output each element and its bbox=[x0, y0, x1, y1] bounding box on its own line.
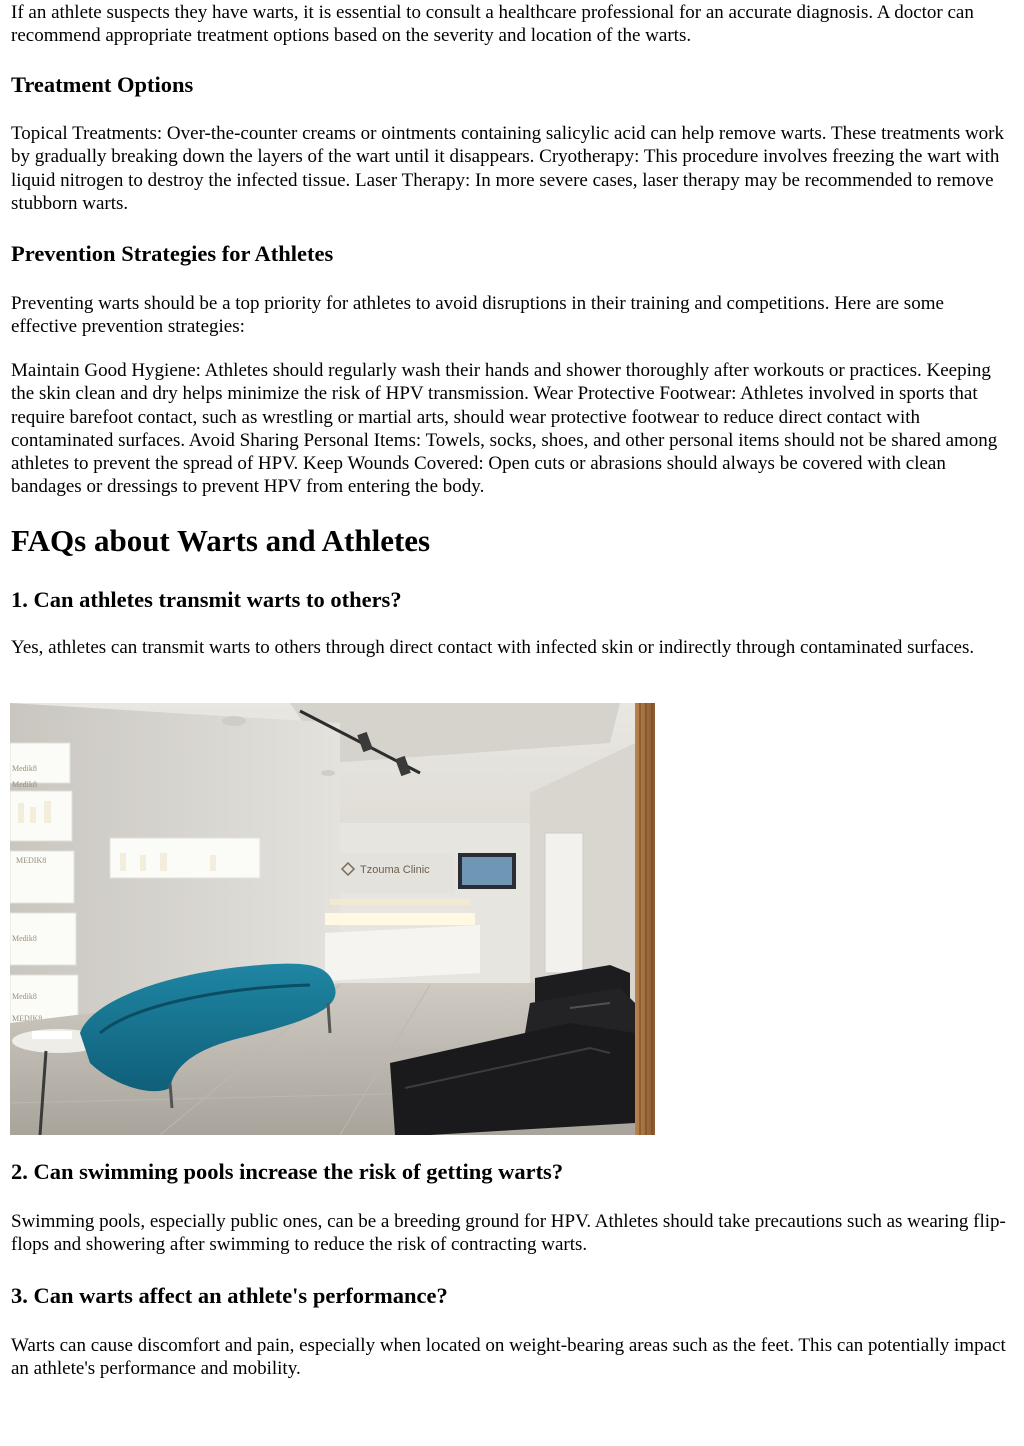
treatment-paragraph: Topical Treatments: Over-the-counter creams or ointments containing salicylic acid can help remove warts. These treatments work by gradually breaking down the layers of the wart until it disappears. Cryotherapy: This procedure involves freezing the wart with liquid nitrogen to destroy the infected tissue. Laser Therapy: In more severe cases, laser therapy may be recommended to remove stubborn warts. bbox=[11, 123, 1005, 214]
shelf-label-6: MEDIK8 bbox=[12, 1014, 43, 1023]
faq-question-3: 3. Can warts affect an athlete's performance? bbox=[11, 1283, 448, 1308]
shelf-label-2: Medik8 bbox=[12, 780, 37, 789]
faq-answer-1: Yes, athletes can transmit warts to others through direct contact with infected skin or indirectly through contaminated surfaces. bbox=[11, 637, 975, 658]
faq-answer-3: Warts can cause discomfort and pain, especially when located on weight-bearing areas such as the feet. This can potentially impact an athlete's performance and mobility. bbox=[11, 1335, 1006, 1380]
clinic-sign: Tzouma Clinic bbox=[360, 864, 430, 876]
shelf-label-1: Medik8 bbox=[12, 764, 37, 773]
faq-question-1: 1. Can athletes transmit warts to others? bbox=[11, 587, 402, 612]
faq-heading: FAQs about Warts and Athletes bbox=[11, 523, 431, 558]
shelf-label-4: Medik8 bbox=[12, 934, 37, 943]
clinic-waiting-room-photo bbox=[10, 703, 655, 1135]
faq-question-2: 2. Can swimming pools increase the risk of getting warts? bbox=[11, 1159, 564, 1184]
treatment-heading: Treatment Options bbox=[11, 72, 194, 97]
intro-paragraph: If an athlete suspects they have warts, it is essential to consult a healthcare professional for an accurate diagnosis. A doctor can recommend appropriate treatment options based on the severity and location of the warts. bbox=[11, 2, 974, 47]
prevention-heading: Prevention Strategies for Athletes bbox=[11, 241, 334, 266]
faq-answer-2: Swimming pools, especially public ones, can be a breeding ground for HPV. Athletes should take precautions such as wearing flip-flops and showering after swimming to reduce the risk of contracting warts. bbox=[11, 1211, 1006, 1256]
shelf-label-3: MEDIK8 bbox=[16, 856, 47, 865]
prevention-intro-paragraph: Preventing warts should be a top priority for athletes to avoid disruptions in their training and competitions. Here are some effective prevention strategies: bbox=[11, 293, 944, 338]
prevention-strategies-paragraph: Maintain Good Hygiene: Athletes should regularly wash their hands and shower thoroughly after workouts or practices. Keeping the skin clean and dry helps minimize the risk of HPV transmission. Wear Protective Footwear: Athletes involved in sports that require barefoot contact, such as wrestling or martial arts, should wear protective footwear to reduce direct contact with contaminated surfaces. Avoid Sharing Personal Items: Towels, socks, shoes, and other personal items should not be shared among athletes to prevent the spread of HPV. Keep Wounds Covered: Open cuts or abrasions should always be covered with clean bandages or dressings to prevent HPV from entering the body. bbox=[11, 360, 998, 498]
shelf-label-5: Medik8 bbox=[12, 992, 37, 1001]
